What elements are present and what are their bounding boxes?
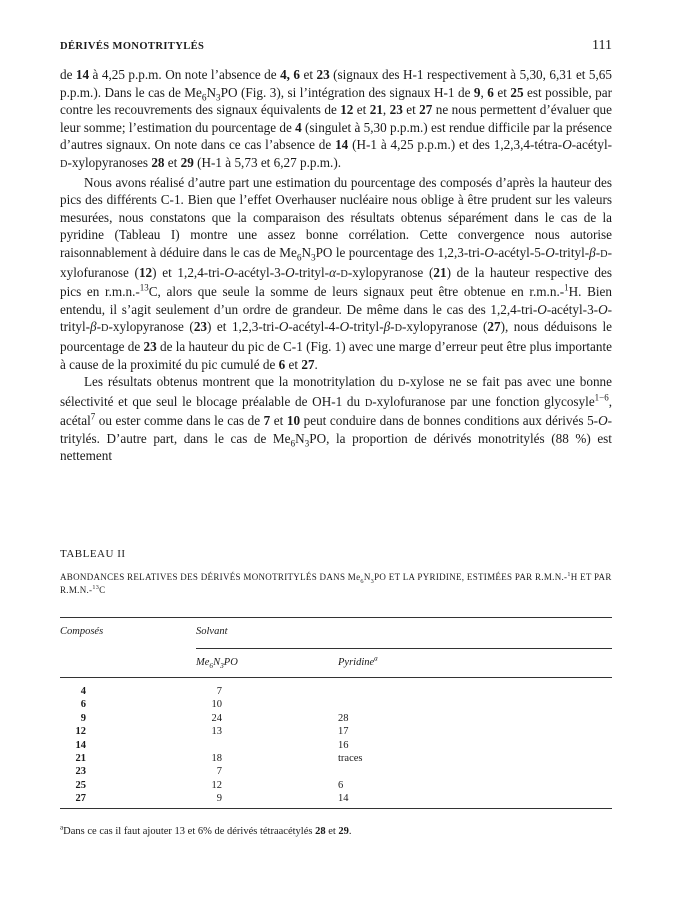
page-number: 111	[592, 38, 612, 53]
compound-number: 25	[75, 779, 86, 791]
table-row	[60, 765, 612, 778]
compound-number: 12	[75, 726, 86, 738]
value-me6n3po: 10	[211, 699, 222, 711]
table-row	[60, 739, 612, 752]
compound-number: 6	[80, 699, 86, 711]
table-title: TABLEAU II	[60, 548, 126, 560]
table-header-rule	[60, 677, 612, 678]
compound-number: 21	[75, 752, 86, 764]
value-me6n3po: 7	[216, 766, 222, 778]
value-me6n3po: 24	[211, 712, 222, 724]
value-me6n3po: 12	[211, 779, 222, 791]
running-head: DÉRIVÉS MONOTRITYLÉS	[60, 41, 205, 52]
page-header	[60, 38, 612, 54]
paragraph-3: Les résultats obtenus montrent que la monotritylation du D-xylose ne se fait pas avec une bonne sélectivité et que seul le blocage préalable de OH-1 du D-xylofuranose par une fonction glycosyle$^{1-6}$, acétal$^7$ ou ester comme dans le cas de 7 et 10 peut conduire dans de bonnes conditions aux dérivés 5-O-tritylés. D’autre part, dans le cas de $Me_6N_3PO$, la proportion de dérivés monotritylés (88 %) est nettement	[60, 374, 612, 464]
value-me6n3po: 7	[216, 686, 222, 697]
table-top-rule	[60, 617, 612, 618]
table-body	[60, 685, 612, 806]
column-header-me6n3po: $Me_6N_3PO$	[196, 657, 238, 671]
paragraph-2: Nous avons réalisé d’autre part une estimation du pourcentage des composés d’après la hauteur des pics des différents C-1. Bien que l’effet Overhauser nucléaire nous oblige à être prudent sur les valeurs mesurées, nous constatons que la comparaison des résultats obtenus séparément dans le cas de la pyridine (Tableau I) montre une assez bonne corrélation. Cette convergence nous autorise raisonnablement à déduire dans le cas de $Me_6N_3PO$ le pourcentage des 1,2,3-tri-O-acétyl-5-O-trityl-β-D-xylofuranose (12) et 1,2,4-tri-O-acétyl-3-O-trityl-α-D-xylopyranose (21) de la hauteur respective des pics en r.m.n.-$^{13}$C, alors que seule la somme de leurs signaux peut être obtenue en r.m.n.-$^1$H. Bien entendu, il s’agit seulement d’un ordre de grandeur. De même dans le cas des 1,2,4-tri-O-acétyl-3-O-trityl-β-D-xylopyranose (23) et 1,2,3-tri-O-acétyl-4-O-trityl-β-D-xylopyranose (27), nous déduisons le pourcentage de 23 de la hauteur du pic de C-1 (Fig. 1) avec une marge d’erreur peut être plus importante à cause de la proximité du pic cumulé de 6 et 27.	[60, 174, 612, 372]
compound-number: 14	[75, 739, 86, 751]
value-pyridine: 14	[338, 793, 349, 805]
value-me6n3po: 9	[216, 793, 222, 805]
value-pyridine: 16	[338, 739, 349, 751]
value-pyridine: 6	[338, 779, 344, 791]
compound-number: 4	[80, 686, 86, 697]
compound-number: 27	[75, 793, 86, 805]
value-me6n3po: 18	[211, 752, 222, 764]
paragraph-1: de 14 à 4,25 p.p.m. On note l’absence de 4, 6 et 23 (signaux des H-1 respectivement à 5,30, 6,31 et 5,65 p.p.m.). Dans le cas de $Me_6N_3PO$ (Fig. 3), si l’intégration des signaux H-1 de 9, 6 et 25 est possible, par contre les recouvrements des signaux équivalents de 12 et 21, 23 et 27 ne nous permettent d’évaluer que leur somme; l’estimation du pourcentage de 4 (singulet à 5,30 p.p.m.) est rendue difficile par la présence d’autres signaux. On note dans ce cas l’absence de 14 (H-1 à 4,25 p.p.m.) et des 1,2,3,4-tétra-O-acétyl-D-xylopyranoses 28 et 29 (H-1 à 5,73 et 6,27 p.p.m.).	[60, 67, 612, 170]
table-row	[60, 792, 612, 805]
value-me6n3po: 13	[211, 726, 222, 738]
column-header-solvant: Solvant	[196, 626, 228, 637]
table-row	[60, 779, 612, 792]
table-row	[60, 752, 612, 765]
compound-number: 9	[80, 712, 86, 724]
table-bottom-rule	[60, 808, 612, 809]
table-row	[60, 725, 612, 738]
column-header-pyridine: Pyridine$^a$	[338, 654, 378, 668]
table-footnote: $^a$Dans ce cas il faut ajouter 13 et 6% de dérivés tétraacétylés 28 et 29.	[60, 823, 352, 837]
table-row	[60, 698, 612, 711]
table-row	[60, 712, 612, 725]
body-text	[60, 66, 612, 465]
solvant-subrule	[196, 648, 612, 649]
value-pyridine: 28	[338, 712, 349, 724]
column-header-composes: Composés	[60, 626, 104, 637]
compound-number: 23	[75, 766, 86, 778]
table-caption: ABONDANCES RELATIVES DES DÉRIVÉS MONOTRITYLÉS DANS $Me_6N_3PO$ ET LA PYRIDINE, ESTIMÉES PAR R.M.N.-$^1$H ET PAR R.M.N.-$^{13}$C	[60, 572, 612, 595]
value-pyridine: traces	[338, 752, 363, 764]
table-row	[60, 685, 612, 698]
value-pyridine: 17	[338, 726, 349, 738]
